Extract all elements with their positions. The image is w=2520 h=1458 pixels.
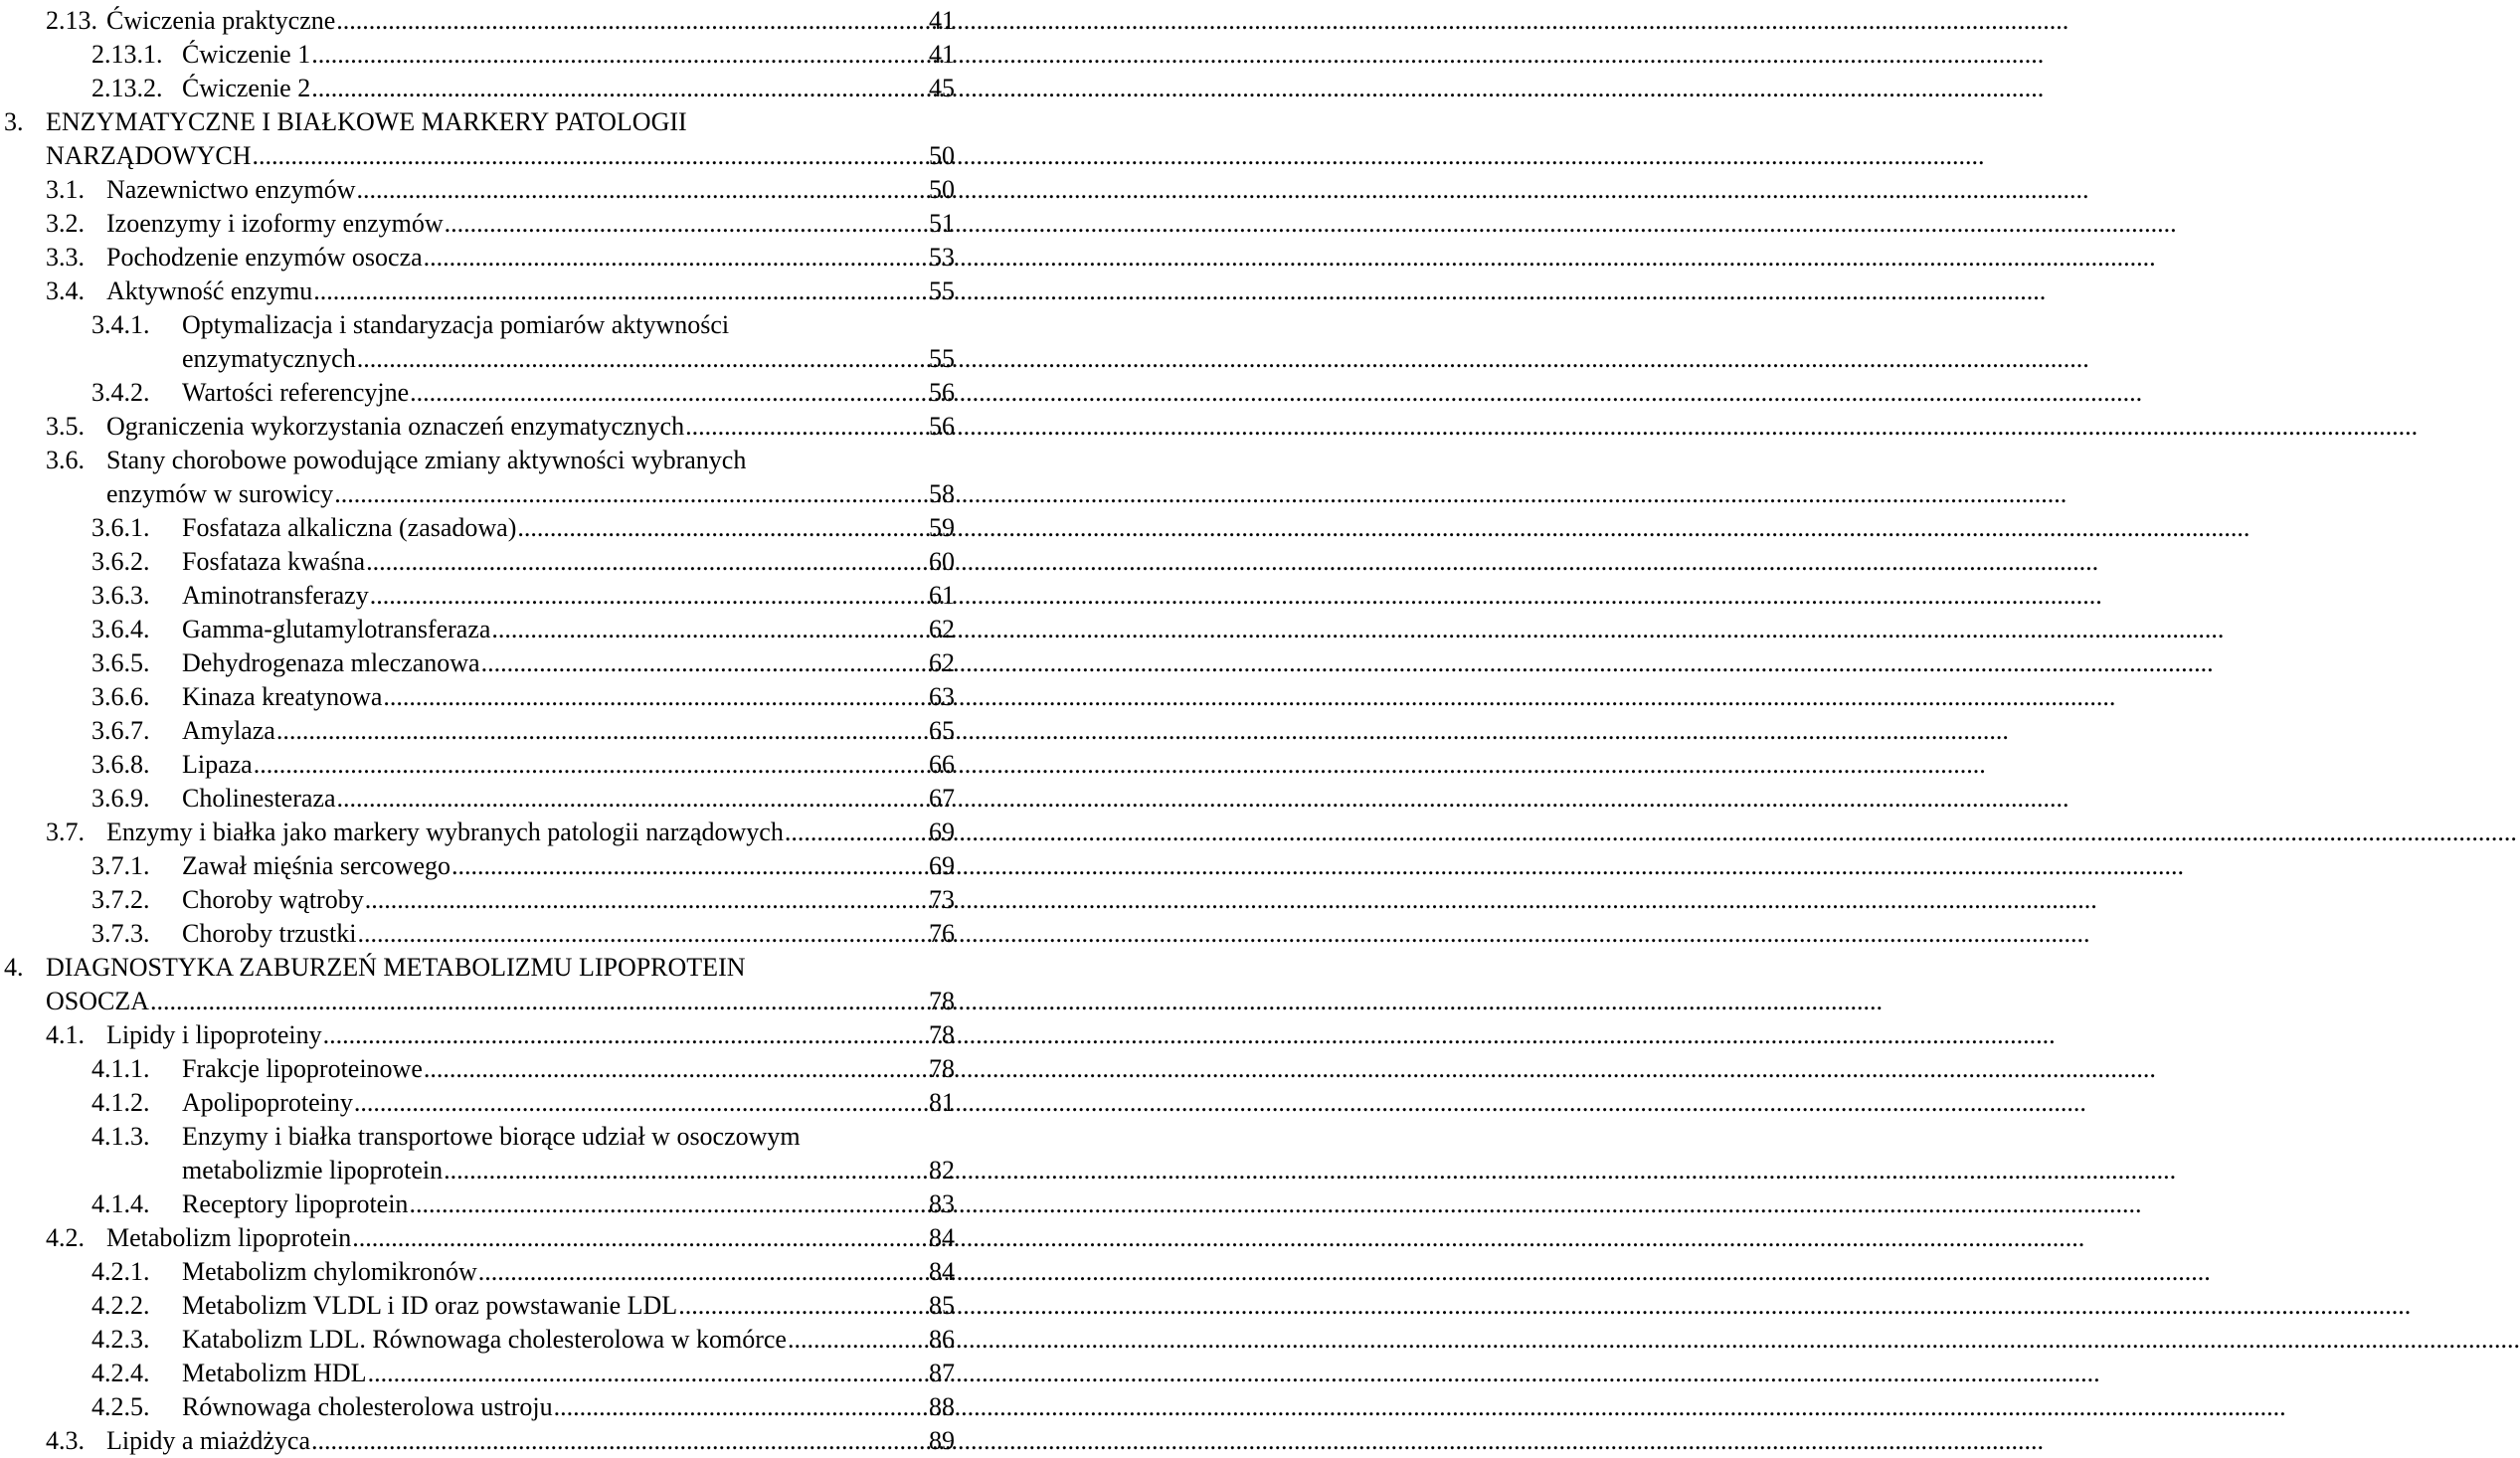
toc-entry-number: 4.2.2. bbox=[91, 1291, 150, 1320]
toc-entry-page: 86 bbox=[929, 1325, 955, 1354]
toc-entry-title: Receptory lipoprotein bbox=[182, 1189, 409, 1218]
toc-entry-title: Fosfataza alkaliczna (zasadowa) bbox=[182, 513, 517, 542]
toc-entry-page: 67 bbox=[929, 784, 955, 813]
toc-entry-title: Enzymy i białka transportowe biorące udział w osoczowym bbox=[182, 1122, 801, 1151]
toc-entry[interactable] bbox=[0, 1187, 955, 1221]
toc-entry-page: 53 bbox=[929, 243, 955, 272]
toc-entry-number: 3.4.2. bbox=[91, 378, 150, 407]
toc-entry[interactable] bbox=[0, 38, 955, 72]
toc-entry-page: 55 bbox=[929, 344, 955, 373]
toc-entry[interactable] bbox=[0, 72, 955, 105]
toc-entry[interactable] bbox=[0, 782, 955, 816]
dot-leader bbox=[337, 782, 926, 816]
dot-leader bbox=[357, 173, 925, 207]
toc-entry-title: Stany chorobowe powodujące zmiany aktywności wybranych bbox=[106, 446, 747, 474]
toc-entry-title: Lipidy i lipoproteiny bbox=[106, 1020, 322, 1049]
toc-entry[interactable] bbox=[0, 545, 955, 579]
dot-leader bbox=[678, 1289, 925, 1323]
dot-leader bbox=[365, 883, 925, 917]
dot-leader bbox=[481, 646, 925, 680]
toc-entry[interactable] bbox=[0, 376, 955, 410]
toc-entry-page: 51 bbox=[929, 209, 955, 238]
dot-leader bbox=[424, 241, 925, 274]
toc-entry-number: 3.7.2. bbox=[91, 885, 150, 914]
toc-entry-number: 3.2. bbox=[46, 209, 85, 238]
toc-entry-number: 4.2. bbox=[46, 1223, 85, 1252]
dot-leader bbox=[785, 816, 925, 849]
toc-entry[interactable] bbox=[0, 680, 955, 714]
toc-entry[interactable] bbox=[0, 1357, 955, 1390]
dot-leader bbox=[554, 1390, 925, 1424]
toc-entry[interactable] bbox=[0, 1086, 955, 1120]
toc-entry-title: Amylaza bbox=[182, 716, 275, 745]
toc-entry-number: 2.13. bbox=[46, 6, 97, 35]
toc-entry[interactable] bbox=[0, 1424, 955, 1458]
toc-entry[interactable] bbox=[0, 1018, 955, 1052]
dot-leader bbox=[383, 680, 925, 714]
dot-leader bbox=[358, 917, 926, 951]
toc-entry[interactable] bbox=[0, 646, 955, 680]
toc-entry[interactable] bbox=[0, 241, 955, 274]
toc-entry-page: 81 bbox=[929, 1088, 955, 1117]
dot-leader bbox=[352, 1221, 925, 1255]
toc-entry-title: Dehydrogenaza mleczanowa bbox=[182, 648, 480, 677]
toc-entry-page: 56 bbox=[929, 378, 955, 407]
dot-leader bbox=[685, 410, 925, 444]
toc-entry-number: 3.5. bbox=[46, 412, 85, 441]
table-of-contents bbox=[0, 4, 955, 1458]
toc-entry-number: 3.7.3. bbox=[91, 919, 150, 948]
toc-entry-number: 3.6.6. bbox=[91, 682, 150, 711]
toc-entry-page: 55 bbox=[929, 276, 955, 305]
toc-entry-title: Równowaga cholesterolowa ustroju bbox=[182, 1392, 553, 1421]
toc-entry-title: Ograniczenia wykorzystania oznaczeń enzymatycznych bbox=[106, 412, 685, 441]
toc-entry[interactable] bbox=[0, 951, 955, 1018]
toc-entry[interactable] bbox=[0, 579, 955, 613]
toc-entry-number: 3.1. bbox=[46, 175, 85, 204]
toc-entry-number: 3.3. bbox=[46, 243, 85, 272]
toc-entry-title: enzymatycznych bbox=[182, 344, 356, 373]
dot-leader bbox=[444, 1154, 925, 1187]
toc-entry-page: 41 bbox=[929, 6, 955, 35]
dot-leader bbox=[276, 714, 925, 748]
toc-entry-page: 73 bbox=[929, 885, 955, 914]
dot-leader bbox=[424, 1052, 925, 1086]
toc-entry-page: 76 bbox=[929, 919, 955, 948]
toc-entry-title: ENZYMATYCZNE I BIAŁKOWE MARKERY PATOLOGII bbox=[46, 107, 687, 136]
toc-entry-title: Pochodzenie enzymów osocza bbox=[106, 243, 423, 272]
toc-entry-page: 65 bbox=[929, 716, 955, 745]
toc-entry[interactable] bbox=[0, 410, 955, 444]
dot-leader bbox=[334, 477, 925, 511]
toc-entry-page: 61 bbox=[929, 581, 955, 610]
toc-entry-title: Ćwiczenia praktyczne bbox=[106, 6, 336, 35]
toc-entry-number: 4.2.3. bbox=[91, 1325, 150, 1354]
toc-entry-title: DIAGNOSTYKA ZABURZEŃ METABOLIZMU LIPOPROTEIN bbox=[46, 953, 746, 982]
toc-entry-number: 3.4. bbox=[46, 276, 85, 305]
dot-leader bbox=[366, 545, 925, 579]
dot-leader bbox=[517, 511, 925, 545]
toc-entry-page: 82 bbox=[929, 1156, 955, 1185]
toc-entry[interactable] bbox=[0, 714, 955, 748]
toc-entry-title: Zawał mięśnia sercowego bbox=[182, 851, 451, 880]
dot-leader bbox=[311, 1424, 925, 1458]
toc-entry-title: Metabolizm HDL bbox=[182, 1359, 367, 1387]
toc-entry-page: 50 bbox=[929, 141, 955, 170]
toc-entry-title: Metabolizm lipoprotein bbox=[106, 1223, 352, 1252]
toc-entry[interactable] bbox=[0, 883, 955, 917]
toc-entry-title: Apolipoproteiny bbox=[182, 1088, 353, 1117]
toc-entry-number: 4.2.4. bbox=[91, 1359, 150, 1387]
toc-entry-number: 3.6.3. bbox=[91, 581, 150, 610]
toc-entry-title: Cholinesteraza bbox=[182, 784, 336, 813]
toc-entry-title: Choroby trzustki bbox=[182, 919, 357, 948]
toc-entry-number: 4.1.1. bbox=[91, 1054, 150, 1083]
dot-leader bbox=[313, 274, 925, 308]
toc-entry-number: 4. bbox=[4, 953, 24, 982]
toc-entry-title: Kinaza kreatynowa bbox=[182, 682, 383, 711]
toc-entry-page: 89 bbox=[929, 1426, 955, 1455]
toc-entry-title: Fosfataza kwaśna bbox=[182, 547, 366, 576]
toc-entry[interactable] bbox=[0, 917, 955, 951]
toc-entry-title: Optymalizacja i standaryzacja pomiarów aktywności bbox=[182, 310, 730, 339]
toc-entry-page: 41 bbox=[929, 40, 955, 69]
dot-leader bbox=[354, 1086, 925, 1120]
toc-entry-title: Lipidy a miażdżyca bbox=[106, 1426, 311, 1455]
toc-entry-title: Ćwiczenie 2 bbox=[182, 74, 311, 102]
toc-entry-title: Metabolizm VLDL i ID oraz powstawanie LDL bbox=[182, 1291, 678, 1320]
toc-entry-number: 3.6. bbox=[46, 446, 85, 474]
toc-entry-number: 4.1.2. bbox=[91, 1088, 150, 1117]
toc-entry-page: 45 bbox=[929, 74, 955, 102]
toc-entry-page: 66 bbox=[929, 750, 955, 779]
toc-entry-page: 84 bbox=[929, 1257, 955, 1286]
toc-entry[interactable] bbox=[0, 105, 955, 173]
dot-leader bbox=[254, 748, 925, 782]
toc-entry-title: Enzymy i białka jako markery wybranych patologii narządowych bbox=[106, 818, 784, 846]
toc-entry-number: 3.6.9. bbox=[91, 784, 150, 813]
toc-entry-title: enzymów w surowicy bbox=[106, 479, 334, 508]
dot-leader bbox=[150, 985, 925, 1018]
dot-leader bbox=[451, 849, 925, 883]
toc-entry-number: 3.4.1. bbox=[91, 310, 150, 339]
dot-leader bbox=[409, 1187, 925, 1221]
dot-leader bbox=[336, 4, 925, 38]
toc-entry-page: 83 bbox=[929, 1189, 955, 1218]
toc-entry-number: 3.7.1. bbox=[91, 851, 150, 880]
toc-entry-page: 60 bbox=[929, 547, 955, 576]
dot-leader bbox=[491, 613, 925, 646]
dot-leader bbox=[370, 579, 925, 613]
toc-entry-number: 3.6.7. bbox=[91, 716, 150, 745]
toc-entry-number: 4.2.1. bbox=[91, 1257, 150, 1286]
dot-leader bbox=[311, 72, 925, 105]
toc-entry-number: 4.1.3. bbox=[91, 1122, 150, 1151]
toc-entry[interactable] bbox=[0, 1390, 955, 1424]
toc-entry-page: 78 bbox=[929, 1054, 955, 1083]
dot-leader bbox=[788, 1323, 925, 1357]
toc-entry-page: 56 bbox=[929, 412, 955, 441]
toc-entry[interactable] bbox=[0, 511, 955, 545]
toc-entry-title: NARZĄDOWYCH bbox=[46, 141, 252, 170]
toc-entry-title: Aminotransferazy bbox=[182, 581, 369, 610]
toc-entry-title: OSOCZA bbox=[46, 987, 150, 1015]
toc-entry[interactable] bbox=[0, 1052, 955, 1086]
toc-entry[interactable] bbox=[0, 4, 955, 38]
toc-entry-title: Gamma-glutamylotransferaza bbox=[182, 615, 491, 643]
toc-entry-page: 69 bbox=[929, 818, 955, 846]
toc-entry-title: Choroby wątroby bbox=[182, 885, 364, 914]
toc-entry[interactable] bbox=[0, 1323, 955, 1357]
toc-entry-number: 3.6.5. bbox=[91, 648, 150, 677]
toc-entry-page: 63 bbox=[929, 682, 955, 711]
toc-entry-title: Nazewnictwo enzymów bbox=[106, 175, 356, 204]
toc-entry[interactable] bbox=[0, 444, 955, 511]
toc-entry-number: 3.6.2. bbox=[91, 547, 150, 576]
toc-entry[interactable] bbox=[0, 1221, 955, 1255]
dot-leader bbox=[445, 207, 925, 241]
toc-entry[interactable] bbox=[0, 173, 955, 207]
toc-entry-number: 4.2.5. bbox=[91, 1392, 150, 1421]
dot-leader bbox=[357, 342, 925, 376]
toc-entry-number: 3.6.1. bbox=[91, 513, 150, 542]
toc-entry-page: 84 bbox=[929, 1223, 955, 1252]
toc-entry-page: 85 bbox=[929, 1291, 955, 1320]
toc-entry-page: 88 bbox=[929, 1392, 955, 1421]
toc-entry-number: 4.1.4. bbox=[91, 1189, 150, 1218]
toc-entry-title: Frakcje lipoproteinowe bbox=[182, 1054, 423, 1083]
toc-entry-number: 3.6.8. bbox=[91, 750, 150, 779]
toc-entry[interactable] bbox=[0, 613, 955, 646]
toc-entry-title: Lipaza bbox=[182, 750, 253, 779]
dot-leader bbox=[478, 1255, 925, 1289]
toc-entry[interactable] bbox=[0, 816, 955, 849]
toc-entry-title: Aktywność enzymu bbox=[106, 276, 313, 305]
toc-entry-number: 2.13.1. bbox=[91, 40, 163, 69]
toc-entry-page: 69 bbox=[929, 851, 955, 880]
toc-entry-page: 78 bbox=[929, 1020, 955, 1049]
toc-entry-title: Izoenzymy i izoformy enzymów bbox=[106, 209, 444, 238]
toc-entry[interactable] bbox=[0, 274, 955, 308]
dot-leader bbox=[253, 139, 925, 173]
dot-leader bbox=[311, 38, 925, 72]
toc-entry-page: 50 bbox=[929, 175, 955, 204]
toc-entry-number: 3.6.4. bbox=[91, 615, 150, 643]
toc-entry[interactable] bbox=[0, 308, 955, 376]
toc-entry-page: 87 bbox=[929, 1359, 955, 1387]
toc-entry[interactable] bbox=[0, 748, 955, 782]
toc-entry[interactable] bbox=[0, 1255, 955, 1289]
dot-leader bbox=[323, 1018, 925, 1052]
toc-entry[interactable] bbox=[0, 1289, 955, 1323]
toc-entry-title: Wartości referencyjne bbox=[182, 378, 410, 407]
toc-entry-number: 3. bbox=[4, 107, 24, 136]
toc-entry[interactable] bbox=[0, 849, 955, 883]
toc-entry-title: Metabolizm chylomikronów bbox=[182, 1257, 477, 1286]
toc-entry-number: 3.7. bbox=[46, 818, 85, 846]
toc-entry-page: 62 bbox=[929, 648, 955, 677]
toc-entry-title: metabolizmie lipoprotein bbox=[182, 1156, 444, 1185]
toc-entry-page: 59 bbox=[929, 513, 955, 542]
toc-entry-number: 4.3. bbox=[46, 1426, 85, 1455]
toc-entry-title: Katabolizm LDL. Równowaga cholesterolowa w komórce bbox=[182, 1325, 787, 1354]
toc-entry[interactable] bbox=[0, 207, 955, 241]
toc-entry-page: 62 bbox=[929, 615, 955, 643]
toc-entry[interactable] bbox=[0, 1120, 955, 1187]
toc-entry-page: 78 bbox=[929, 987, 955, 1015]
toc-entry-title: Ćwiczenie 1 bbox=[182, 40, 311, 69]
dot-leader bbox=[410, 376, 925, 410]
dot-leader bbox=[368, 1357, 925, 1390]
toc-entry-number: 2.13.2. bbox=[91, 74, 163, 102]
toc-entry-number: 4.1. bbox=[46, 1020, 85, 1049]
toc-entry-page: 58 bbox=[929, 479, 955, 508]
